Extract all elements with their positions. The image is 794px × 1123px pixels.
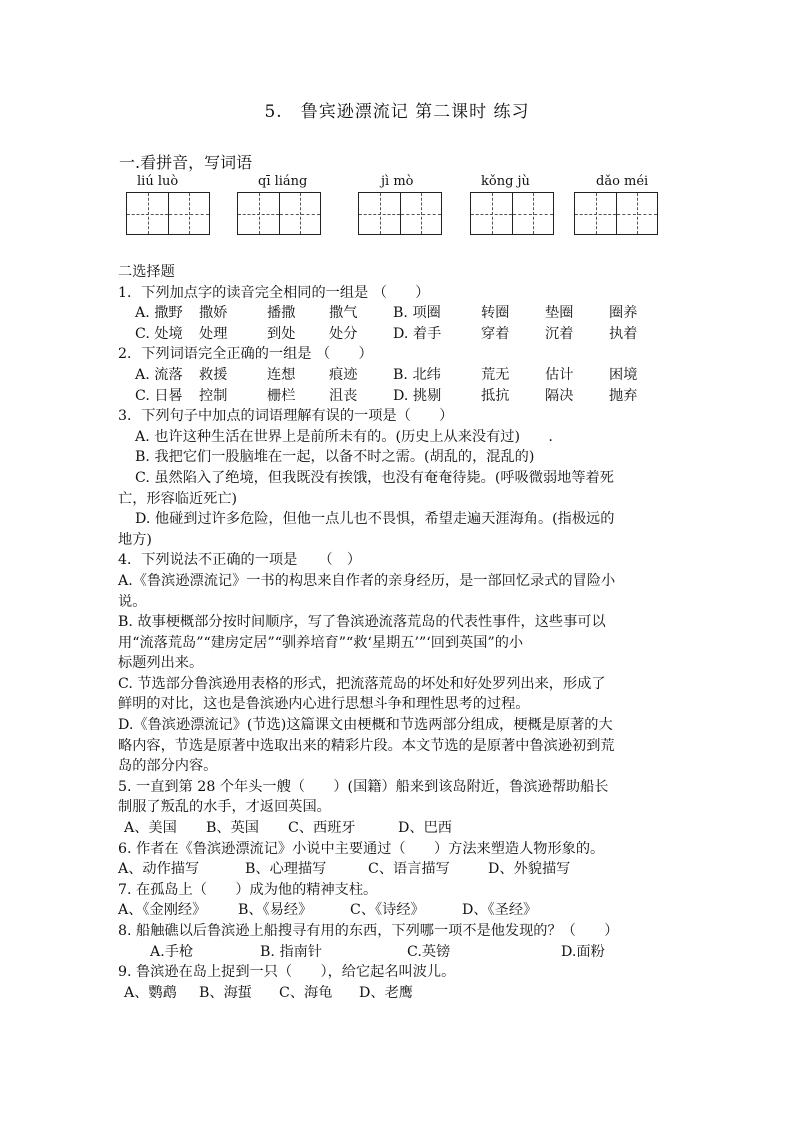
option-text: A. 也许这种生活在世界上是前所未有的。(历史上从来没有过) . [135, 428, 553, 445]
pinyin-label: jì mò [381, 174, 414, 189]
option: 撒气 [329, 305, 358, 322]
option: C、《诗经》 [350, 902, 425, 919]
grid-cell[interactable] [127, 193, 168, 234]
option-text: 略内容，节选是原著中选取出来的精彩片段。本文节选的是原著中鲁滨逊初到荒 [118, 737, 615, 754]
option: 估计 [545, 366, 574, 383]
writing-grid[interactable] [574, 192, 658, 235]
grid-cell[interactable] [279, 193, 320, 234]
writing-grid[interactable] [358, 192, 442, 235]
option: C、海龟 [279, 984, 333, 1001]
option-text: C. 虽然陷入了绝境，但我既没有挨饿，也没有奄奄待毙。(呼吸微弱地等着死 [135, 469, 614, 486]
option: B、英国 [206, 820, 259, 837]
option-row [118, 303, 678, 324]
option: 抵抗 [481, 387, 510, 404]
pinyin-label: dǎo méi [596, 174, 649, 189]
option: B、心理描写 [245, 861, 327, 878]
option-row [118, 859, 678, 880]
question-stem: 5. 一直到第 28 个年头一艘（ ）(国籍）船来到该岛附近，鲁滨逊帮助船长 [118, 778, 609, 795]
question-stem: 8. 船触礁以后鲁滨逊上船搜寻有用的东西，下列哪一项不是他发现的？（ ） [118, 923, 619, 939]
question-stem: 7. 在孤岛上（ ）成为他的精神支柱。 [118, 881, 378, 898]
option: D、老鹰 [359, 984, 413, 1001]
page-title: 5. 鲁宾逊漂流记 第二课时 练习 [264, 102, 530, 122]
option: A、《金刚经》 [118, 902, 207, 919]
option-text: B. 故事梗概部分按时间顺序，写了鲁滨逊流落荒岛的代表性事件，这些事可以 [118, 614, 606, 631]
option: B、《易经》 [238, 902, 313, 919]
option: A、动作描写 [118, 861, 200, 878]
option: 隔决 [545, 387, 574, 404]
option-row [118, 900, 678, 921]
option-text: C. 节选部分鲁滨逊用表格的形式，把流落荒岛的坏处和好处罗列出来，形成了 [118, 675, 606, 692]
option: 沮丧 [329, 387, 358, 404]
question-stem: 9. 鲁滨逊在岛上捉到一只（ ），给它起名叫波儿。 [118, 964, 456, 981]
option: A、美国 [124, 820, 177, 837]
option: D. 挑剔 [393, 387, 442, 404]
option: 转圈 [481, 305, 510, 322]
option: B. 项圈 [393, 305, 441, 322]
option-row [118, 942, 678, 963]
option: C. 日晷 [135, 387, 183, 404]
option: 到处 [267, 325, 296, 342]
option: 播撒 [267, 305, 296, 322]
option: A. 撒野 [135, 305, 183, 322]
option: 荒无 [481, 366, 510, 383]
option: D、外貌描写 [488, 861, 571, 878]
option: D. 着手 [393, 325, 442, 342]
option: 执着 [609, 325, 638, 342]
option: 沉着 [545, 325, 574, 342]
option-text: 说。 [118, 593, 147, 610]
grid-cell[interactable] [400, 193, 441, 234]
option-row [118, 983, 678, 1004]
writing-grid[interactable] [126, 192, 210, 235]
pinyin-label: liú luò [137, 174, 179, 189]
option: 抛弃 [609, 387, 638, 404]
option: 痕迹 [329, 366, 358, 383]
option: C、西班牙 [288, 820, 356, 837]
option: A、鹦鹉 [124, 984, 177, 1001]
option: C、语言描写 [368, 861, 450, 878]
option: D、《圣经》 [462, 902, 538, 919]
option: 困境 [609, 366, 638, 383]
option: A. 流落 [135, 366, 183, 383]
grid-cell[interactable] [616, 193, 657, 234]
option-row [118, 818, 678, 839]
option: B. 指南针 [260, 943, 323, 960]
option-text: D.《鲁滨逊漂流记》(节选)这篇课文由梗概和节选两部分组成，梗概是原著的大 [118, 717, 613, 734]
question-stem: 制服了叛乱的水手，才返回英国。 [118, 799, 331, 816]
grid-cell[interactable] [512, 193, 553, 234]
option: A.手枪 [150, 943, 194, 960]
option-text: 亡，形容临近死亡) [118, 490, 238, 507]
option-text: 岛的部分内容。 [118, 758, 218, 775]
option-text: 地方) [118, 531, 152, 548]
writing-grid[interactable] [470, 192, 554, 235]
option-row [118, 386, 678, 407]
option-text: D. 他碰到过许多危险，但他一点儿也不畏惧，希望走遍天涯海角。(指极远的 [135, 511, 615, 528]
option: C.英镑 [407, 943, 451, 960]
question-section [118, 262, 678, 1003]
option: 救援 [199, 366, 228, 383]
question-stem: 2．下列词语完全正确的一组是 （ ） [118, 346, 373, 363]
grid-cell[interactable] [471, 193, 512, 234]
option: D.面粉 [561, 943, 605, 960]
option: 撒娇 [199, 305, 228, 322]
option-text: B. 我把它们一股脑堆在一起，以备不时之需。(胡乱的，混乱的) [135, 449, 535, 466]
question-stem: 3．下列句子中加点的词语理解有误的一项是（ ） [118, 408, 454, 425]
option-text: 标题列出来。 [118, 655, 204, 672]
option-text: 鲜明的对比，这也是鲁滨逊内心进行思想斗争和理性思考的过程。 [118, 696, 530, 713]
option-row [118, 365, 678, 386]
section2-heading: 二选择题 [118, 264, 175, 280]
option: B、海蜇 [199, 984, 252, 1001]
option: 处理 [199, 325, 228, 342]
option: 垫圈 [545, 305, 574, 322]
option: 连想 [267, 366, 296, 383]
option: 控制 [199, 387, 228, 404]
grid-cell[interactable] [168, 193, 209, 234]
grid-cell[interactable] [359, 193, 400, 234]
option: 处分 [329, 325, 358, 342]
option-text: A.《鲁滨逊漂流记》一书的构思来自作者的亲身经历，是一部回忆录式的冒险小 [118, 572, 616, 589]
question-stem: 4．下列说法不正确的一项是 （ ） [118, 552, 362, 569]
section1-heading: 一.看拼音，写词语 [119, 153, 253, 172]
option: 栅栏 [267, 387, 296, 404]
option: 穿着 [481, 325, 510, 342]
option-text: 用“流落荒岛”“建房定居”“驯养培育”“救‘星期五’”‘回到英国”的小 [118, 634, 524, 651]
option-row [118, 324, 678, 345]
option: B. 北纬 [393, 366, 441, 383]
option: 圈养 [609, 305, 638, 322]
option: C. 处境 [135, 325, 183, 342]
grid-cell[interactable] [575, 193, 616, 234]
writing-grid[interactable] [237, 192, 321, 235]
question-stem: 1．下列加点字的读音完全相同的一组是 （ ） [118, 284, 430, 301]
option: D、巴西 [398, 820, 452, 837]
question-stem: 6. 作者在《鲁滨逊漂流记》小说中主要通过（ ）方法来塑造人物形象的。 [118, 840, 605, 857]
pinyin-label: kǒng jù [481, 174, 530, 189]
grid-cell[interactable] [238, 193, 279, 234]
pinyin-label: qī liáng [258, 174, 308, 189]
